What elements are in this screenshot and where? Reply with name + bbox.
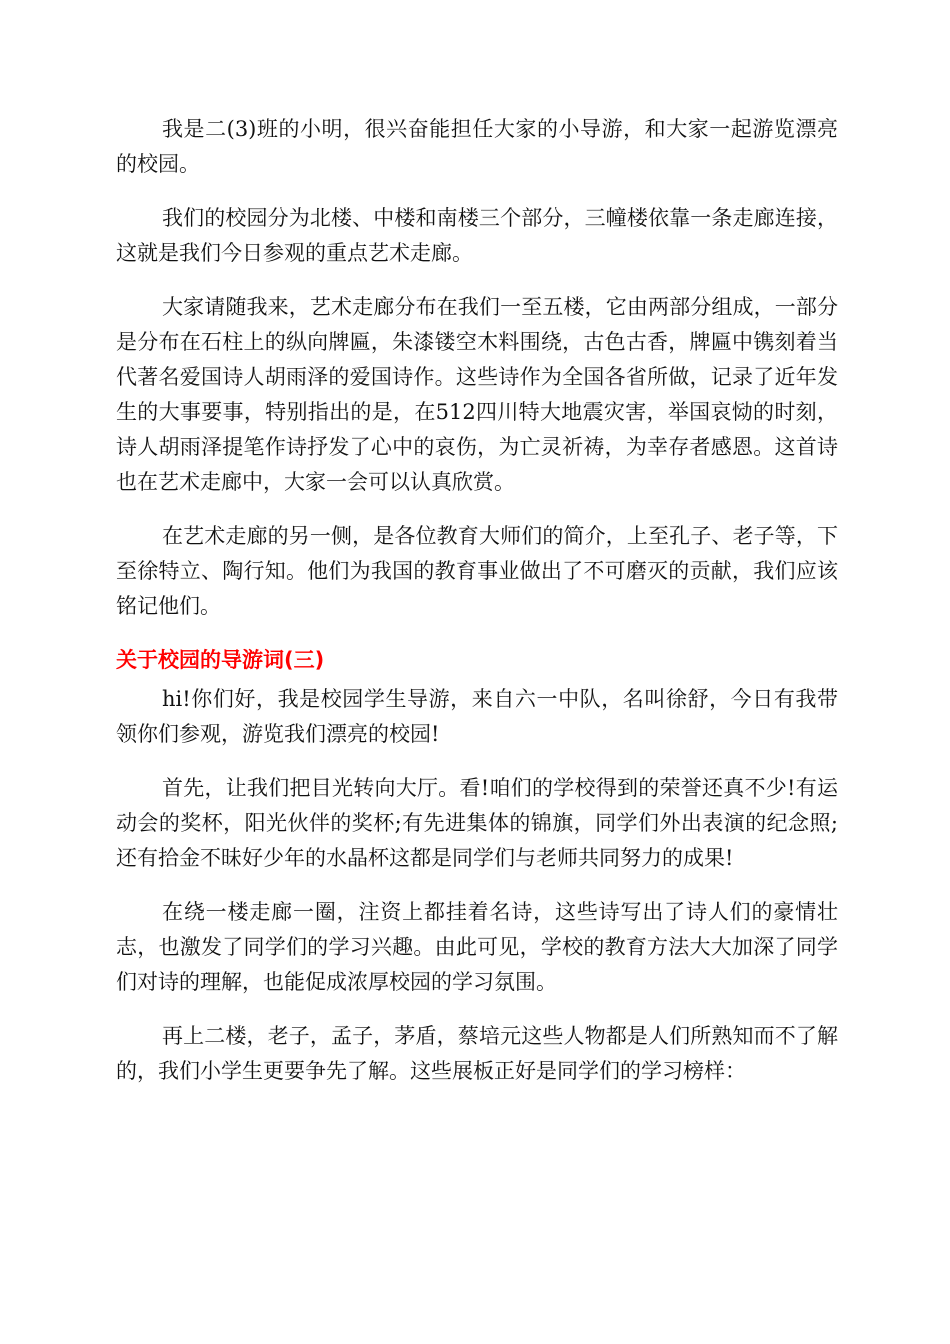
paragraph-educators: 在艺术走廊的另一侧，是各位教育大师们的简介，上至孔子、老子等，下至徐特立、陶行知。他们为我国的教育事业做出了不可磨灭的贡献，我们应该铭记他们。 xyxy=(116,524,838,618)
paragraph-intro: 我是二(3)班的小明，很兴奋能担任大家的小导游，和大家一起游览漂亮的校园。 xyxy=(116,117,838,176)
paragraph-art-corridor: 大家请随我来，艺术走廊分布在我们一至五楼，它由两部分组成，一部分是分布在石柱上的纵向牌匾，朱漆镂空木料围绕，古色古香，牌匾中镌刻着当代著名爱国诗人胡雨泽的爱国诗作。这些诗作为全国各省所做，记录了近年发生的大事要事，特别指出的是，在512四川特大地震灾害，举国哀恸的时刻，诗人胡雨泽提笔作诗抒发了心中的哀伤，为亡灵祈祷，为幸存者感恩。这首诗也在艺术走廊中，大家一会可以认真欣赏。 xyxy=(116,295,838,494)
paragraph-greeting: hi!你们好，我是校园学生导游，来自六一中队，名叫徐舒，今日有我带领你们参观，游览我们漂亮的校园! xyxy=(116,687,838,746)
paragraph-campus-layout: 我们的校园分为北楼、中楼和南楼三个部分，三幢楼依靠一条走廊连接，这就是我们今日参观的重点艺术走廊。 xyxy=(116,206,838,265)
section-heading: 关于校园的导游词(三) xyxy=(116,648,325,672)
paragraph-lobby: 首先，让我们把目光转向大厅。看!咱们的学校得到的荣誉还真不少!有运动会的奖杯，阳光伙伴的奖杯;有先进集体的锦旗，同学们外出表演的纪念照;还有拾金不昧好少年的水晶杯这都是同学们与老师共同努力的成果! xyxy=(116,776,838,870)
paragraph-first-floor: 在绕一楼走廊一圈，注资上都挂着名诗，这些诗写出了诗人们的豪情壮志，也激发了同学们的学习兴趣。由此可见，学校的教育方法大大加深了同学们对诗的理解，也能促成浓厚校园的学习氛围。 xyxy=(116,900,838,994)
document-page xyxy=(116,112,838,1108)
paragraph-second-floor: 再上二楼，老子，孟子，茅盾，蔡培元这些人物都是人们所熟知而不了解的，我们小学生更要争先了解。这些展板正好是同学们的学习榜样： xyxy=(116,1024,838,1083)
